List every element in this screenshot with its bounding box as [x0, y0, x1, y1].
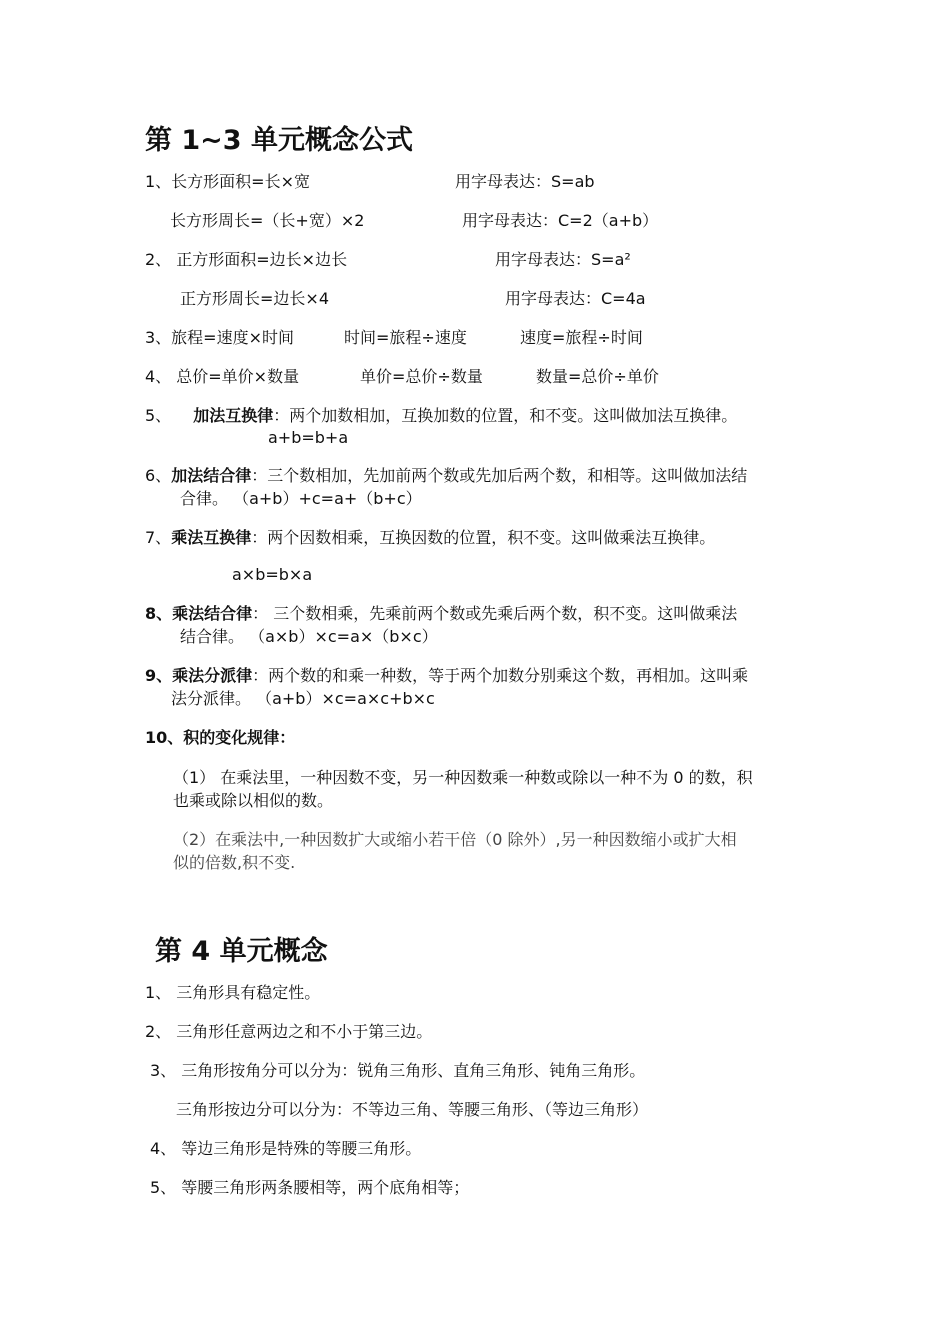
item-2-left: 2、 正方形面积=边长×边长: [145, 250, 348, 269]
rule-2-line1: （2）在乘法中,一种因数扩大或缩小若干倍（0 除外）,另一种因数缩小或扩大相: [173, 830, 737, 849]
item-2-right: 用字母表达：S=a²: [495, 250, 631, 269]
law-7: [145, 526, 715, 549]
rule-1-line2: 也乘或除以相似的数。: [173, 791, 334, 810]
item-3-b: 时间=旅程÷速度: [344, 328, 467, 347]
law-6-text: ：三个数相加，先加前两个数或先加后两个数，和相等。这叫做加法结: [251, 466, 748, 485]
law-5: [145, 404, 737, 427]
law-8-text: ： 三个数相乘，先乘前两个数或先乘后两个数，积不变。这叫做乘法: [252, 604, 738, 623]
law-9: [145, 664, 748, 687]
law-9-name: 乘法分派律: [172, 666, 253, 685]
s2-item-2: 2、 三角形任意两边之和不小于第三边。: [145, 1022, 433, 1041]
rule-1-line1: （1） 在乘法里，一种因数不变，另一种因数乘一种数或除以一种不为 0 的数，积: [173, 768, 753, 787]
item-2b-right: 用字母表达：C=4a: [505, 289, 646, 308]
law-9-num: 9、: [145, 666, 173, 685]
item-2b-left: 正方形周长=边长×4: [180, 289, 329, 308]
law-7-text: ：两个因数相乘，互换因数的位置，积不变。这叫做乘法互换律。: [251, 528, 716, 547]
item-3-a: 3、旅程=速度×时间: [145, 328, 294, 347]
s2-item-3b: 三角形按边分可以分为：不等边三角、等腰三角形、（等边三角形）: [176, 1100, 649, 1119]
law-6-line2: 合律。 （a+b）+c=a+（b+c）: [180, 489, 422, 508]
section-title-2: 第 4 单元概念: [155, 936, 328, 967]
item-1-right: 用字母表达：S=ab: [455, 172, 595, 191]
s2-item-1: 1、 三角形具有稳定性。: [145, 983, 321, 1002]
law-5-num: 5、: [145, 406, 172, 425]
law-6-name: 加法结合律: [171, 466, 252, 485]
item-4-a: 4、 总价=单价×数量: [145, 367, 300, 386]
law-6: [145, 464, 747, 487]
item-4-c: 数量=总价÷单价: [536, 367, 659, 386]
item-4-b: 单价=总价÷数量: [360, 367, 483, 386]
law-10-title: 10、积的变化规律：: [145, 728, 296, 747]
s2-item-5: 5、 等腰三角形两条腰相等，两个底角相等；: [150, 1178, 470, 1197]
law-7-num: 7、: [145, 528, 172, 547]
item-3-c: 速度=旅程÷时间: [520, 328, 643, 347]
law-8: [145, 602, 737, 625]
item-1b-right: 用字母表达：C=2（a+b）: [462, 211, 659, 230]
law-9-text: ：两个数的和乘一种数，等于两个加数分别乘这个数，再相加。这叫乘: [252, 666, 749, 685]
law-5-name: 加法互换律: [193, 406, 274, 425]
item-1-left: 1、长方形面积=长×宽: [145, 172, 310, 191]
s2-item-4: 4、 等边三角形是特殊的等腰三角形。: [150, 1139, 422, 1158]
law-6-num: 6、: [145, 466, 172, 485]
law-5-formula: a+b=b+a: [268, 428, 349, 447]
s2-item-3: 3、 三角形按角分可以分为：锐角三角形、直角三角形、钝角三角形。: [150, 1061, 646, 1080]
rule-2-line2: 似的倍数,积不变.: [173, 853, 296, 872]
section-title-1: 第 1~3 单元概念公式: [145, 125, 413, 156]
law-5-text: ：两个加数相加，互换加数的位置，和不变。这叫做加法互换律。: [273, 406, 738, 425]
law-7-name: 乘法互换律: [171, 528, 252, 547]
law-9-line2: 法分派律。 （a+b）×c=a×c+b×c: [171, 689, 435, 708]
law-8-line2: 结合律。 （a×b）×c=a×（b×c）: [180, 627, 438, 646]
item-1b-left: 长方形周长=（长+宽）×2: [170, 211, 365, 230]
law-8-num: 8、: [145, 604, 173, 623]
law-7-formula: a×b=b×a: [232, 565, 313, 584]
law-8-name: 乘法结合律: [172, 604, 253, 623]
